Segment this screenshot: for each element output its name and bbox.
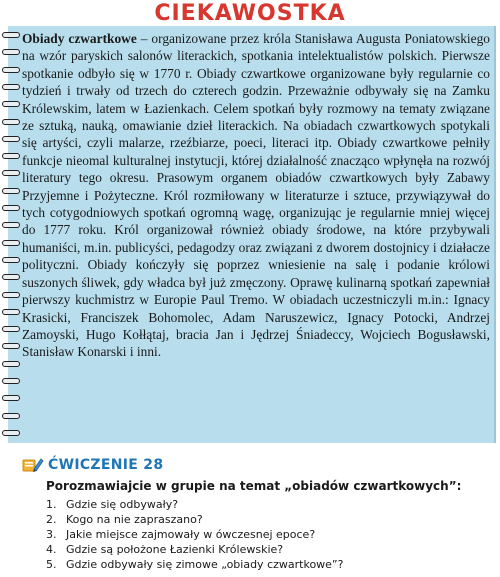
question-text: Jakie miejsce zajmowały w ówczesnej epoce? bbox=[66, 528, 316, 541]
spiral-ring bbox=[2, 119, 20, 125]
spiral-ring bbox=[2, 32, 20, 38]
spiral-ring bbox=[2, 84, 20, 90]
spiral-ring bbox=[2, 378, 20, 384]
spiral-ring bbox=[2, 309, 20, 315]
spiral-binding bbox=[0, 28, 22, 444]
question-item bbox=[46, 542, 496, 557]
question-item bbox=[46, 557, 496, 572]
note-body: – organizowane przez króla Stanisława Augusta Poniatowskiego na wzór paryskich salonów literackich, spotkania intelektualistów polskich. Pierwsze spotkanie odbyło się w 1770 r. Obiady czwartkowe organizowane były regularnie co tydzień i trwały od trzech do czterech godzin. Przeważnie odbywały się na Zamku Królewskim, latem w Łazienkach. Celem spotkań były rozmowy na tematy związane ze sztuką, nauką, omawianie dzieł literackich. Na obiadach czwartkowych spotykali się artyści, czyli malarze, rzeźbiarze, poeci, literaci itp. Obiady czwartkowe pełniły funkcje nieomal kulturalnej instytucji, której działalność znacząco wpłynęła na rozwój literatury tego okresu. Prasowym organem obiadów czwartkowych były Zabawy Przyjemne i Pożyteczne. Król rozmiłowany w literaturze i sztuce, przywiązywał do tych cotygodniowych spotkań ogromną wagę, organizując je regularnie mniej więcej do 1777 roku. Król organizował również obiady środowe, na które przybywali humaniści, m.in. publicyści, pedagodzy oraz związani z dworem dostojnicy i działacze polityczni. Obiady kończyły się poprzez wniesienie na salę i podanie królowi suszonych śliwek, gdy władca był już zmęczony. Oprawę kulinarną spotkań zapewniał pierwszy kuchmistrz w Europie Paul Tremo. W obiadach uczestniczyli m.in.: Ignacy Krasicki, Franciszek Bohomolec, Adam Naruszewicz, Ignacy Potocki, Andrzej Zamoyski, Hugo Kołłątaj, bracia Jan i Jędrzej Śniadeccy, Wojciech Bogusławski, Stanisław Konarski i inni. bbox=[22, 31, 490, 360]
question-item bbox=[46, 527, 496, 542]
question-number: 3. bbox=[46, 528, 57, 541]
question-text: Gdzie się odbywały? bbox=[66, 498, 179, 511]
exercise-prompt: Porozmawiajcie w grupie na temat „obiadów czwartkowych”: bbox=[46, 479, 462, 493]
question-number: 2. bbox=[46, 513, 57, 526]
question-number: 1. bbox=[46, 498, 57, 511]
spiral-ring bbox=[2, 395, 20, 401]
spiral-ring bbox=[2, 326, 20, 332]
spiral-ring bbox=[2, 101, 20, 107]
spiral-ring bbox=[2, 205, 20, 211]
question-list bbox=[46, 497, 496, 572]
spiral-ring bbox=[2, 170, 20, 176]
spiral-ring bbox=[2, 413, 20, 419]
spiral-ring bbox=[2, 153, 20, 159]
spiral-ring bbox=[2, 49, 20, 55]
spiral-ring bbox=[2, 274, 20, 280]
spiral-ring bbox=[2, 430, 20, 436]
spiral-ring bbox=[2, 188, 20, 194]
spiral-ring bbox=[2, 343, 20, 349]
question-number: 4. bbox=[46, 543, 57, 556]
spiral-ring bbox=[2, 67, 20, 73]
exercise-title: ĆWICZENIE 28 bbox=[48, 457, 164, 473]
spiral-ring bbox=[2, 222, 20, 228]
spiral-ring bbox=[2, 136, 20, 142]
page-title: CIEKAWOSTKA bbox=[154, 1, 346, 26]
exercise-header bbox=[22, 455, 163, 475]
note-lead: Obiady czwartkowe bbox=[22, 31, 137, 46]
spiral-ring bbox=[2, 292, 20, 298]
question-text: Gdzie są położone Łazienki Królewskie? bbox=[66, 543, 284, 556]
spiral-ring bbox=[2, 240, 20, 246]
question-text: Kogo na nie zapraszano? bbox=[66, 513, 203, 526]
spiral-ring bbox=[2, 361, 20, 367]
exercise-pencil-icon bbox=[22, 457, 44, 473]
note-text bbox=[22, 30, 490, 440]
question-text: Gdzie odbywały się zimowe „obiady czwartkowe”? bbox=[66, 558, 344, 571]
question-number: 5. bbox=[46, 558, 57, 571]
question-item bbox=[46, 497, 496, 512]
spiral-ring bbox=[2, 257, 20, 263]
question-item bbox=[46, 512, 496, 527]
